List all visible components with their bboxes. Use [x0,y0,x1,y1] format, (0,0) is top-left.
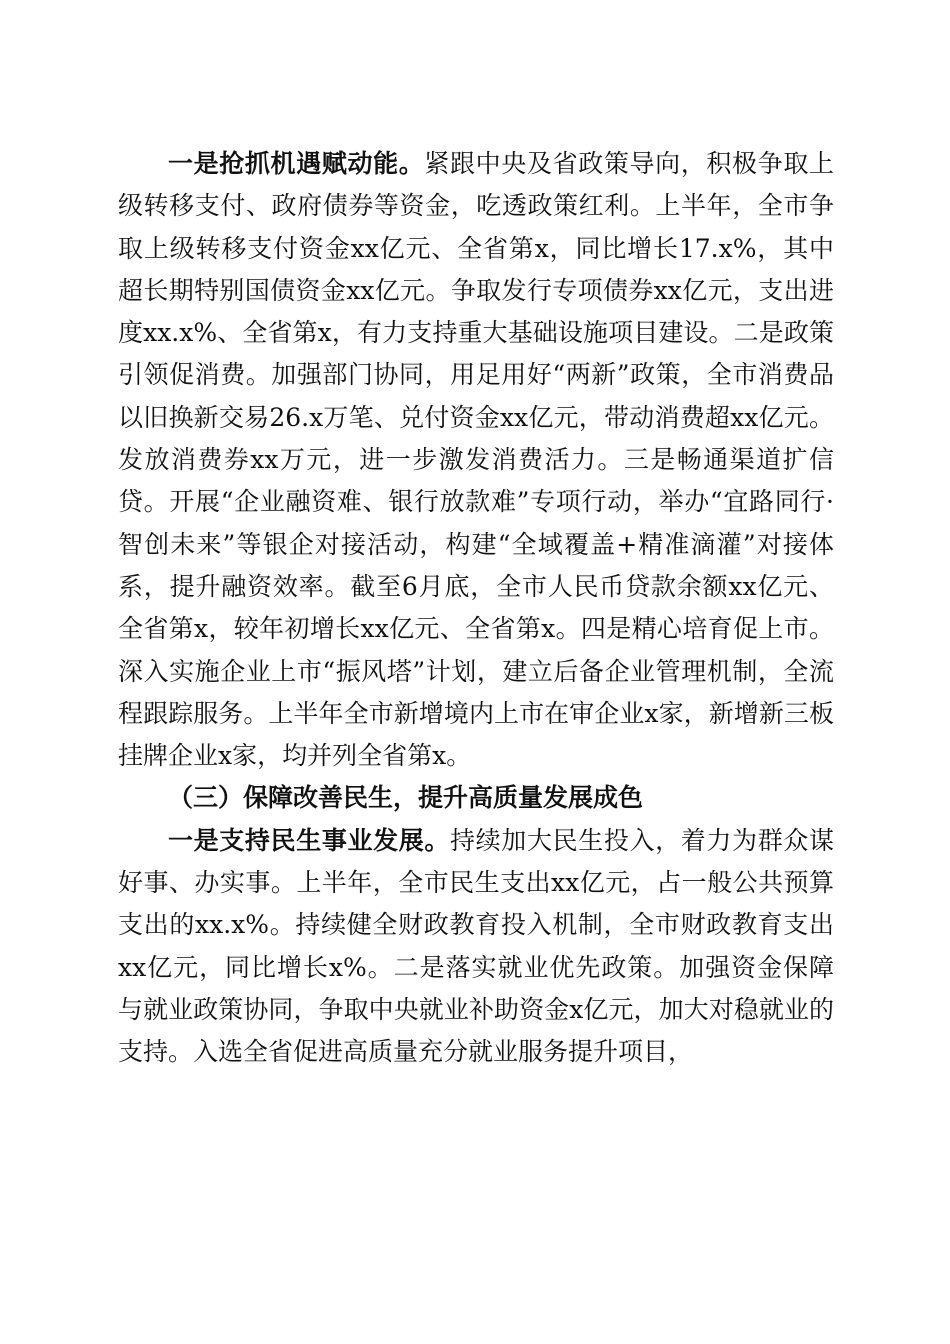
section-heading: （三）保障改善民生，提升高质量发展成色 [168,783,644,813]
paragraph-1-lead: 一是抢抓机遇赋动能。 [168,149,425,178]
paragraph-2-lead: 一是支持民生事业发展。 [168,825,451,855]
paragraph-2-text: 持续加大民生投入，着力为群众谋好事、办实事。上半年，全市民生支出xx亿元，占一般公共预算支出的xx.x%。持续健全财政教育投入机制，全市财政教育支出xx亿元，同比增长x%。二是落实就业优先政策。加强资金保障与就业政策协同，争取中央就业补助资金x亿元，加大对稳就业的支持。入选全省促进高质量充分就业服务提升项目， [118,825,834,1067]
paragraph-2 [118,820,834,1074]
paragraph-1-text: 紧跟中央及省政策导向，积极争取上级转移支付、政府债券等资金，吃透政策红利。上半年，全市争取上级转移支付资金xx亿元、全省第x，同比增长17.x%，其中超长期特别国债资金xx亿元。争取发行专项债券xx亿元，支出进度xx.x%、全省第x，有力支持重大基础设施项目建设。二是政策引领促消费。加强部门协同，用足用好“两新”政策，全市消费品以旧换新交易26.x万笔、兑付资金xx亿元，带动消费超xx亿元。发放消费券xx万元，进一步激发消费活力。三是畅通渠道扩信贷。开展“企业融资难、银行放款难”专项行动，举办“宜路同行·智创未来”等银企对接活动，构建“全域覆盖+精准滴灌”对接体系，提升融资效率。截至6月底，全市人民币贷款余额xx亿元、全省第x，较年初增长xx亿元、全省第x。四是精心培育促上市。深入实施企业上市“振风塔”计划，建立后备企业管理机制，全流程跟踪服务。上半年全市新增境内上市在审企业x家，新增新三板挂牌企业x家，均并列全省第x。 [118,149,834,771]
document-body [118,143,834,1074]
paragraph-1 [118,143,834,777]
